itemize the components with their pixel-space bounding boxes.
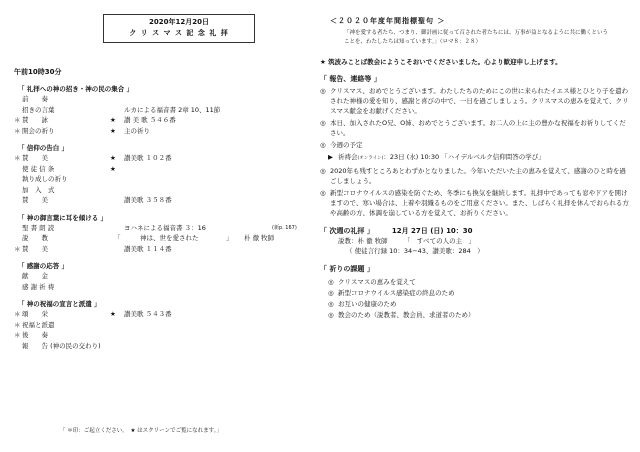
liturgy-row bbox=[14, 233, 304, 244]
next-sermon-line bbox=[338, 236, 632, 246]
prayer-text: 新型コロナウイルス感染症の終息のため bbox=[338, 289, 455, 297]
next-preacher: 説教：朴 徹 牧師 bbox=[338, 237, 388, 245]
row-label: 加 入 式 bbox=[22, 185, 55, 194]
double-circle-icon: ◎ bbox=[328, 289, 334, 297]
row-mark: ＊ bbox=[14, 116, 21, 124]
prayer-item bbox=[328, 288, 632, 298]
row-label: 賛 詠 bbox=[22, 116, 48, 124]
prayer-text: お互いの健康のため bbox=[338, 300, 397, 308]
double-circle-icon: ◎ bbox=[320, 167, 326, 175]
row-label: 説 教 bbox=[22, 234, 48, 242]
liturgy-row bbox=[14, 330, 304, 341]
row-label: 使 徒 信 条 bbox=[22, 164, 55, 173]
close-quote: 」 bbox=[226, 234, 233, 242]
report-item bbox=[320, 86, 632, 116]
prayer-item bbox=[328, 299, 632, 309]
online-note: (オンライン) bbox=[357, 156, 384, 161]
row-mark: ＊ bbox=[14, 244, 21, 253]
yearly-motto-verse: 「神を愛する者たち、つまり、御計画に従って召された者たちには、万事が益となるように共に働くということを、わたしたちは知っています。」（ロマ８：２８） bbox=[344, 30, 609, 45]
double-circle-icon: ◎ bbox=[328, 278, 334, 286]
row-content: 讃美歌 １１４番 bbox=[124, 244, 172, 253]
row-label: 開会の祈り bbox=[22, 126, 55, 135]
liturgy-row bbox=[14, 164, 304, 175]
liturgy-row bbox=[14, 174, 304, 185]
row-label: 報 告 (神の民の交わり) bbox=[22, 341, 101, 350]
schedule-item bbox=[328, 152, 632, 164]
liturgy-row bbox=[14, 153, 304, 164]
next-reading: （ 使徒言行録 10：34−43、讃美歌：284 ） bbox=[346, 247, 484, 255]
double-circle-icon: ◎ bbox=[328, 311, 334, 319]
row-label: 賛 美 bbox=[22, 196, 48, 204]
row-mark: ＊ bbox=[14, 154, 21, 162]
service-time: 午前10時30分 bbox=[14, 68, 62, 76]
announcements-column bbox=[312, 0, 640, 452]
preacher-name: 朴 徹 牧師 bbox=[244, 234, 275, 242]
section-title: 「 感謝の応答 」 bbox=[18, 262, 69, 270]
prayer-text: 教会のため（説教者、教会員、求道者のため） bbox=[338, 311, 475, 319]
screen-star-icon: ★ bbox=[110, 154, 116, 162]
row-label: 感 謝 祈 祷 bbox=[22, 282, 55, 291]
prayer-item bbox=[328, 277, 632, 287]
liturgy-row bbox=[14, 115, 304, 126]
row-mark: ＊ bbox=[14, 126, 21, 135]
order-of-service-column bbox=[0, 0, 312, 452]
prayer-item bbox=[328, 310, 632, 320]
report-item bbox=[320, 140, 632, 150]
screen-star-icon: ★ bbox=[110, 310, 116, 318]
report-item bbox=[320, 188, 632, 218]
yearly-motto-heading: ＜２０２０年度年間指標聖句 ＞ bbox=[330, 17, 446, 25]
liturgy-row bbox=[14, 244, 304, 255]
row-mark: ＊ bbox=[14, 331, 21, 339]
screen-star-icon: ★ bbox=[110, 126, 116, 135]
prayer-list bbox=[328, 277, 632, 320]
next-service-title bbox=[320, 226, 632, 236]
liturgy-row bbox=[14, 282, 304, 293]
row-content: 讃 美 歌 ５４６番 bbox=[124, 116, 176, 124]
triangle-bullet-icon: ▶ bbox=[328, 153, 333, 161]
row-label: 招きの言葉 bbox=[22, 105, 55, 114]
liturgy-row bbox=[14, 223, 304, 234]
row-label: 祝福と派遣 bbox=[22, 320, 55, 329]
section-title: 「 信仰の告白 」 bbox=[18, 144, 69, 152]
row-content: 讃美歌 １０２番 bbox=[124, 154, 172, 162]
liturgy-row bbox=[14, 105, 304, 116]
liturgy-row bbox=[14, 309, 304, 320]
reports-title: 「 報告、連絡等 」 bbox=[320, 75, 381, 83]
row-label: 頌 栄 bbox=[22, 310, 48, 318]
row-content: 讃美歌 ３５８番 bbox=[124, 196, 172, 204]
report-text: 今週の予定 bbox=[330, 141, 363, 149]
welcome-message: ★ 筑波みことば教会にようこそおいでくださいました。心より歓迎申し上げます。 bbox=[320, 58, 562, 66]
liturgy-row bbox=[14, 271, 304, 282]
liturgy-row bbox=[14, 341, 304, 352]
page-note: (新p. 167) bbox=[272, 224, 297, 231]
screen-star-icon: ★ bbox=[110, 116, 116, 124]
double-circle-icon: ◎ bbox=[320, 119, 326, 127]
service-header-box bbox=[103, 14, 255, 43]
row-label: 聖 書 朗 読 bbox=[22, 223, 55, 232]
report-text: 新型コロナウイルスの感染を防ぐため、冬季にも換気を継続します。礼拝中であっても窓やドアを開けますので、寒い場合は、上着や羽織るものをご用意ください。また、しばらく礼拝を休んでおられる方や高齢の方、体調を崩している方を覚えて、お祈りください。 bbox=[330, 189, 629, 217]
row-content: ルカによる福音書 2章 10、11節 bbox=[124, 105, 221, 114]
report-text: 2020年も残すところあとわずかとなりました。今年いただいた主の恵みを覚えて、感謝のひと時を過ごしましょう。 bbox=[330, 167, 626, 185]
next-service-label: 「 次週の礼拝 」 bbox=[320, 227, 374, 235]
row-label: 執り成しの祈り bbox=[22, 175, 68, 183]
sermon-title: 神は、世を愛された bbox=[140, 234, 199, 242]
liturgy-row bbox=[14, 94, 304, 105]
schedule-label: 祈祷会 bbox=[338, 153, 358, 161]
service-title: ク リ ス マ ス 記 念 礼 拝 bbox=[129, 29, 229, 37]
row-label: 後 奏 bbox=[22, 331, 48, 339]
footnote: 「 ＊印：ご起立ください。 ★ はスクリーンでご覧になれます。」 bbox=[60, 428, 222, 434]
next-service-date: 12月 27日 (日) 10：30 bbox=[391, 227, 473, 235]
liturgy-row bbox=[14, 195, 304, 206]
row-label: 前 奏 bbox=[22, 95, 48, 103]
report-item bbox=[320, 166, 632, 186]
double-circle-icon: ◎ bbox=[320, 189, 326, 197]
section-title: 「 礼拝への神の招き・神の民の集合 」 bbox=[18, 85, 134, 93]
screen-star-icon: ★ bbox=[110, 164, 116, 173]
report-text: クリスマス、おめでとうございます。わたしたちのためにこの世に来られたイエス様とひとり子を遣わされた神様の愛を知り、感謝と喜びの中で、一日を過ごしましょう。クリスマスの恵みを覚えて、クリスマス献金をお献げください。 bbox=[330, 87, 629, 115]
row-mark: ＊ bbox=[14, 310, 21, 318]
service-date: 2020年12月20日 bbox=[149, 18, 209, 26]
liturgy-row bbox=[14, 126, 304, 137]
report-item bbox=[320, 118, 632, 138]
double-circle-icon: ◎ bbox=[328, 300, 334, 308]
section-title: 「 神の祝福の宣言と派遣 」 bbox=[18, 300, 101, 308]
next-sermon-title: 「 すべての人の主 」 bbox=[403, 237, 476, 245]
prayer-title: 「 祈りの課題 」 bbox=[320, 265, 374, 273]
row-content: 主の祈り bbox=[124, 126, 150, 135]
liturgy-row bbox=[14, 185, 304, 196]
double-circle-icon: ◎ bbox=[320, 87, 326, 95]
double-circle-icon: ◎ bbox=[320, 141, 326, 149]
row-label: 賛 美 bbox=[22, 154, 48, 162]
schedule-detail: ：23日 (水) 10:30 「ハイデルベルク信仰問答の学び」 bbox=[383, 153, 545, 161]
liturgy-row bbox=[14, 320, 304, 331]
row-label: 賛 美 bbox=[22, 244, 48, 253]
row-label: 献 金 bbox=[22, 272, 48, 280]
row-content: ヨハネによる福音書 ３：16 bbox=[124, 223, 206, 232]
prayer-text: クリスマスの恵みを覚えて bbox=[338, 278, 416, 286]
row-mark: ＊ bbox=[14, 320, 21, 329]
section-title: 「 神の御言葉に耳を傾ける 」 bbox=[18, 213, 108, 222]
open-quote: 「 bbox=[114, 234, 121, 242]
report-text: 本日、加入されたO兄、O姉、おめでとうございます。お二人の上に主の豊かな祝福をお祈りしてください。 bbox=[330, 119, 626, 137]
row-content: 讃美歌 ５４３番 bbox=[124, 310, 172, 318]
